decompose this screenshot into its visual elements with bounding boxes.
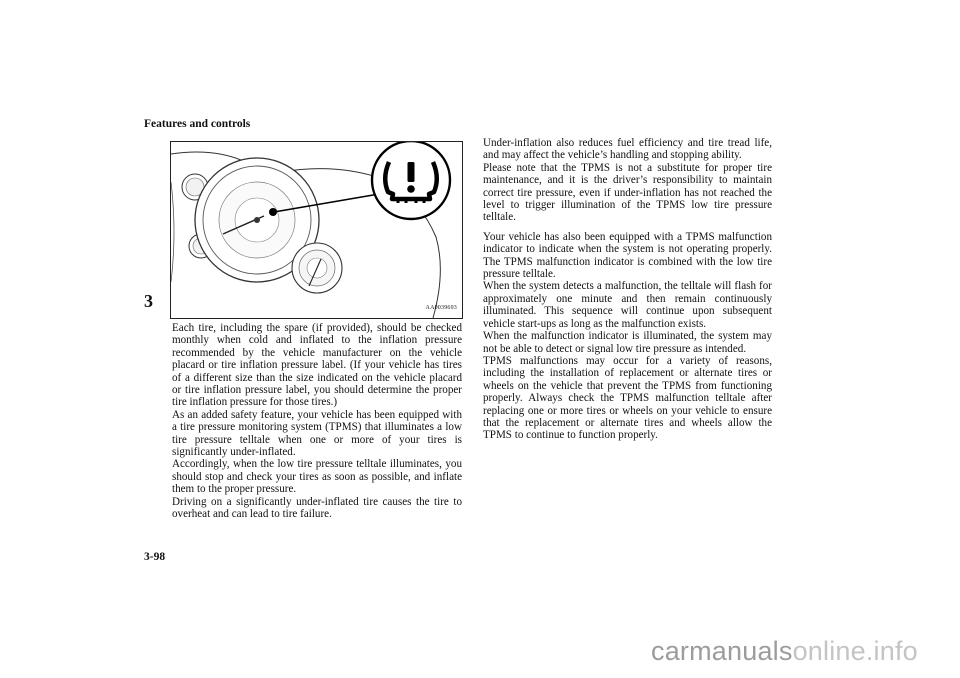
watermark-part2: online.info — [792, 636, 918, 666]
paragraph: Each tire, including the spare (if provided), should be checked monthly when cold and inflated to the inflation pressure recommended by the vehicle manufacturer on the vehicle placard or tire inflation pressure label. (If your vehicle has tires of a different size than the size indicated on the vehicle placard or tire inflation pressure label, you should determine the proper tire inflation pressure for those tires.) — [172, 322, 462, 409]
paragraph: TPMS malfunctions may occur for a variety of reasons, including the installation of replacement or alternate tires or wheels on the vehicle that prevent the TPMS from functioning properly. Always check the TPMS malfunction telltale after replacing one or more tires or wheels on your vehicle to ensure that the replacement or alternate tires and wheels allow the TPMS to continue to function properly. — [483, 354, 772, 442]
paragraph: When the malfunction indicator is illuminated, the system may not be able to detect or signal low tire pressure as intended. — [483, 330, 772, 355]
figure-code: AA0039693 — [425, 305, 457, 311]
tpms-warning-icon — [372, 142, 450, 219]
paragraph: When the system detects a malfunction, the telltale will flash for approximately one minute and then remain continuously illuminated. This sequence will continue upon subsequent vehicle start-ups as long as the malfunction exists. — [483, 280, 772, 330]
page-number: 3-98 — [144, 551, 166, 563]
paragraph: Your vehicle has also been equipped with a TPMS malfunction indicator to indicate when the system is not operating properly. The TPMS malfunction indicator is combined with the low tire pressure telltale. — [483, 230, 772, 281]
paragraph: Please note that the TPMS is not a substitute for proper tire maintenance, and it is the driver’s responsibility to maintain correct tire pressure, even if under-inflation has not reached the level to trigger illumination of the TPMS low tire pressure telltale. — [483, 161, 772, 224]
section-header: Features and controls — [144, 118, 251, 130]
chapter-number: 3 — [144, 291, 153, 311]
left-column — [172, 322, 462, 521]
watermark-part1: carmanuals — [651, 636, 793, 666]
instrument-cluster-illustration — [171, 142, 462, 318]
paragraph: As an added safety feature, your vehicle has been equipped with a tire pressure monitoring system (TPMS) that illuminates a low tire pressure telltale when one or more of your tires is significantly under-inflated. — [172, 408, 462, 459]
instrument-cluster-figure — [170, 141, 463, 319]
paragraph: Driving on a significantly under-inflated tire causes the tire to overheat and can lead to tire failure. — [172, 495, 462, 521]
paragraph: Accordingly, when the low tire pressure telltale illuminates, you should stop and check your tires as soon as possible, and inflate them to the proper pressure. — [172, 458, 462, 496]
watermark[interactable] — [651, 636, 918, 667]
right-column — [483, 137, 772, 442]
paragraph: Under-inflation also reduces fuel efficiency and tire tread life, and may affect the vehicle’s handling and stopping ability. — [483, 137, 772, 162]
